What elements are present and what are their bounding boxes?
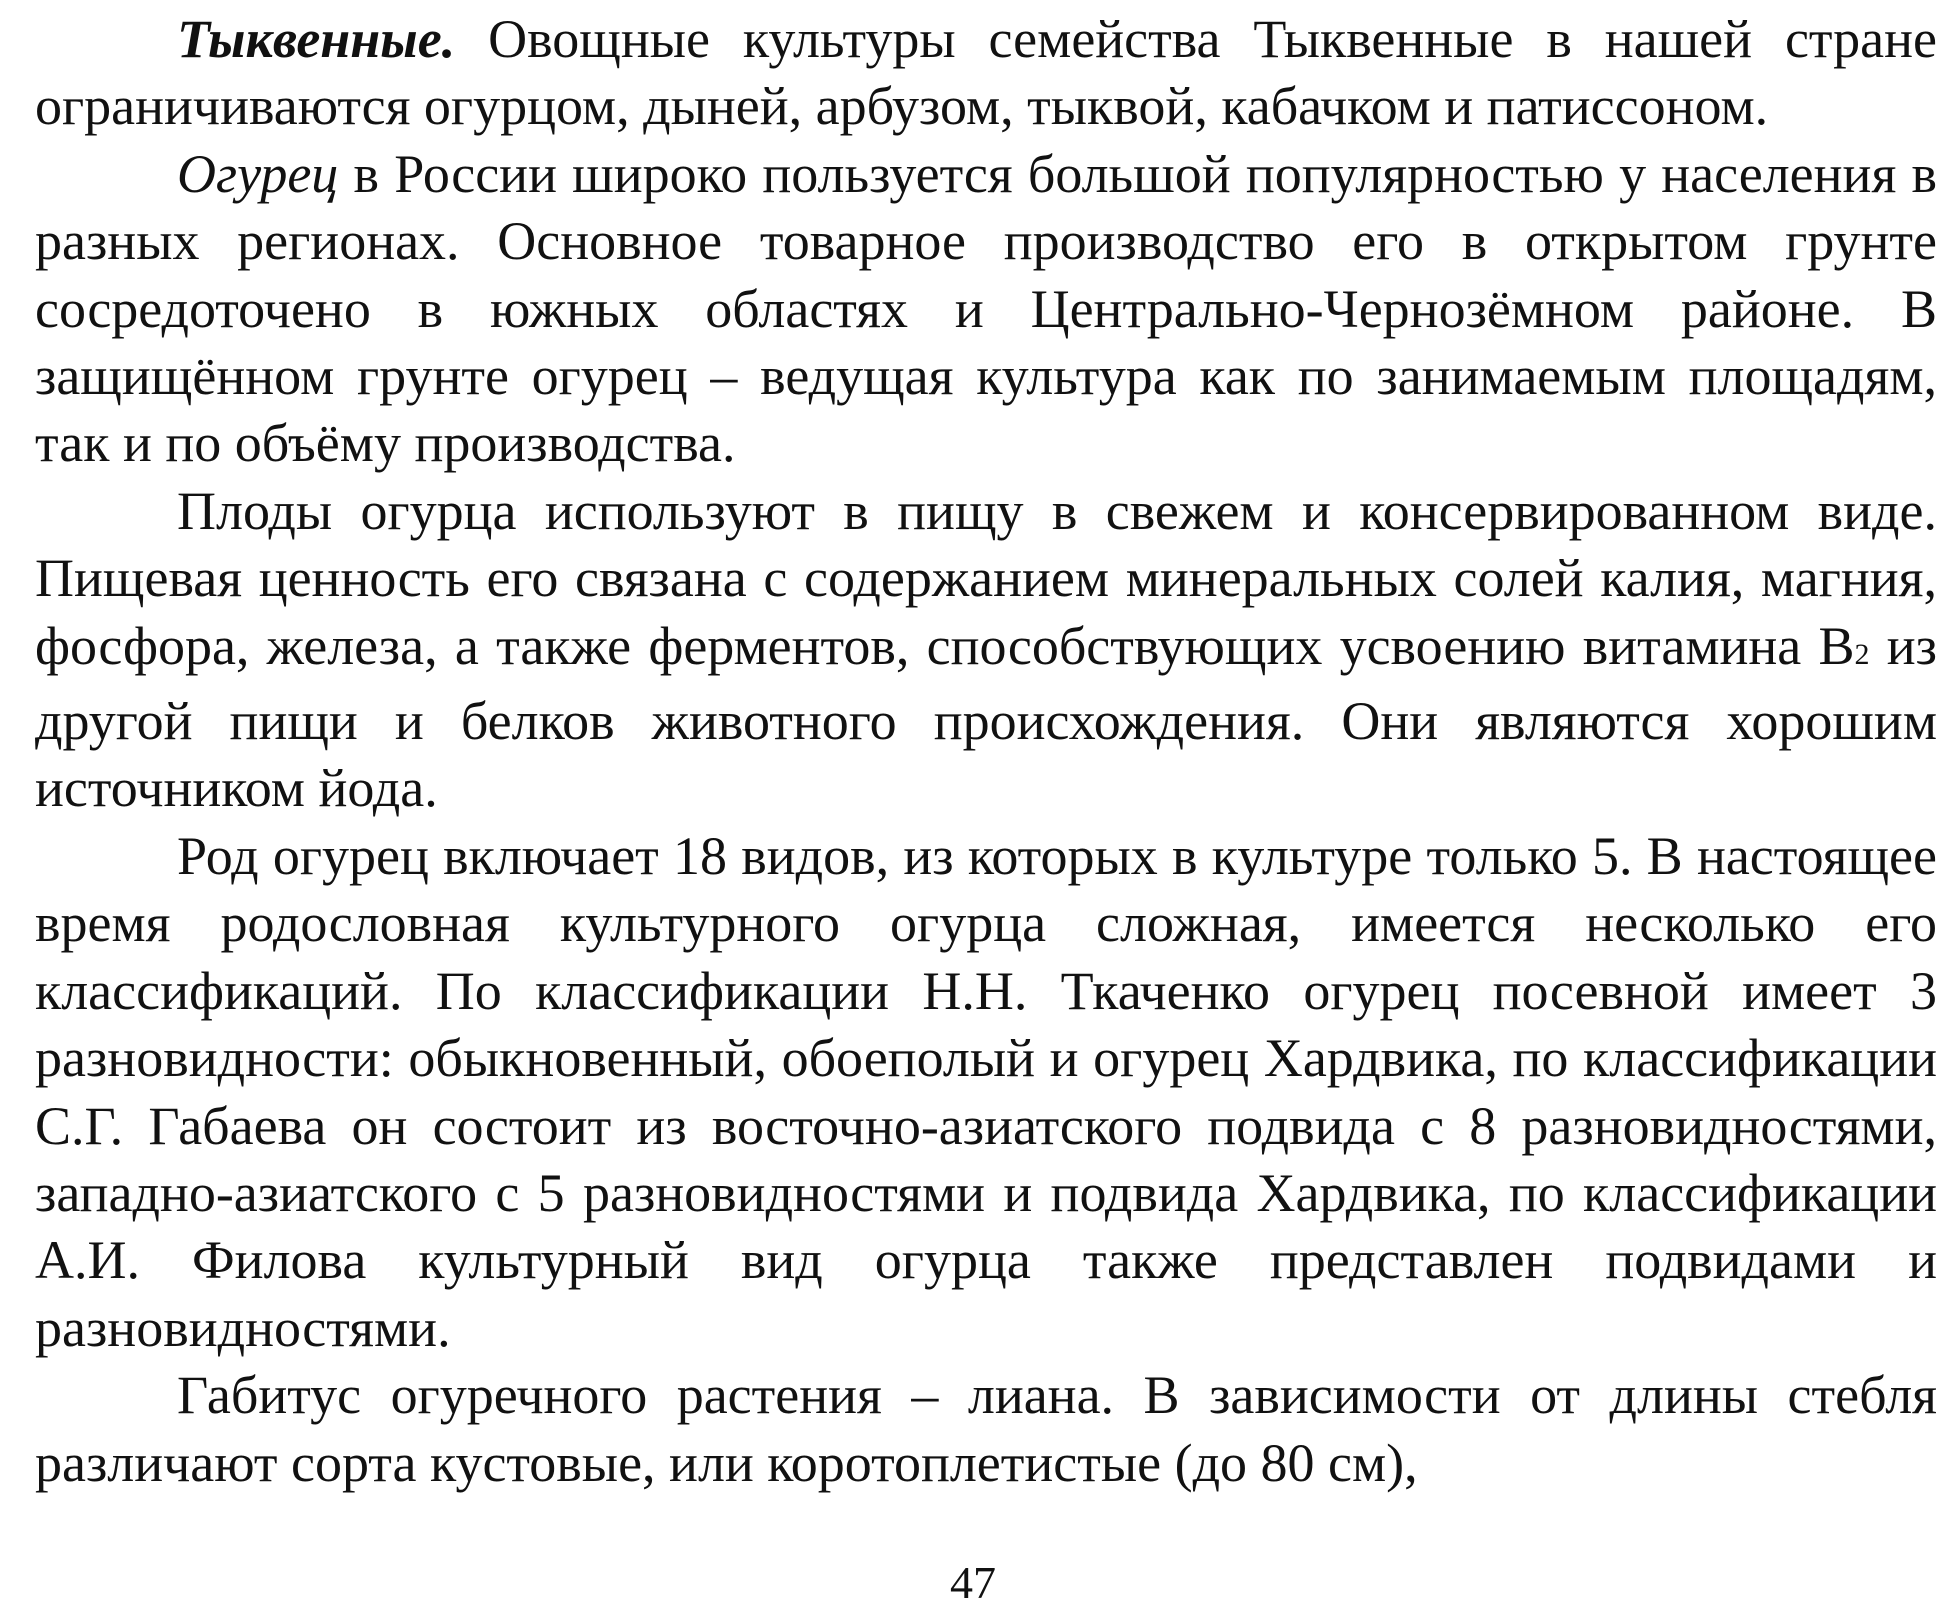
paragraph-text: из другой пищи и белков животного происхождения. Они являются хорошим источником йода. bbox=[35, 615, 1937, 819]
paragraph-text: Плоды огурца используют в пищу в свежем и консервированном виде. Пищевая ценность его связана с содержанием минеральных солей калия, магния, фосфора, железа, а также ферментов, способствующих усвоению витамина В bbox=[35, 480, 1937, 676]
paragraph-nutrition bbox=[35, 478, 1937, 823]
paragraph-text: Габитус огуречного растения – лиана. В зависимости от длины стебля различают сорта кустовые, или коротоплетистые (до 80 см), bbox=[35, 1365, 1937, 1493]
paragraph-classification bbox=[35, 823, 1937, 1362]
page-number: 47 bbox=[950, 1557, 996, 1608]
vitamin-subscript: 2 bbox=[1854, 637, 1870, 671]
paragraph-cucumber-intro bbox=[35, 141, 1937, 478]
paragraph-habitus bbox=[35, 1362, 1937, 1497]
paragraph-text: Род огурец включает 18 видов, из которых в культуре только 5. В настоящее время родословная культурного огурца сложная, имеется несколько его классификаций. По классификации Н.Н. Ткаченко огурец посевной имеет 3 разновидности: обыкновенный, обоеполый и огурец Хардвика, по классификации С.Г. Габаева он состоит из восточно-азиатского подвида с 8 разновидностями, западно-азиатского с 5 разновидностями и подвида Хардвика, по классификации А.И. Филова культурный вид огурца также представлен подвидами и разновидностями. bbox=[35, 825, 1937, 1358]
paragraph-text: в России широко пользуется большой популярностью у населения в разных регионах. Основное товарное производство его в открытом грунте сосредоточено в южных областях и Центрально-Чернозёмном районе. В защищённом грунте огурец – ведущая культура как по занимаемым площадям, так и по объёму производства. bbox=[35, 143, 1937, 474]
paragraph-pumpkin-family bbox=[35, 6, 1937, 141]
paragraph-text: Овощные культуры семейства Тыквенные в нашей стране ограничиваются огурцом, дыней, арбузом, тыквой, кабачком и патиссоном. bbox=[35, 9, 1937, 137]
document-page bbox=[35, 6, 1937, 1497]
paragraph-lead-italic: Огурец bbox=[177, 143, 339, 204]
paragraph-lead-bold: Тыквенные. bbox=[177, 9, 456, 69]
